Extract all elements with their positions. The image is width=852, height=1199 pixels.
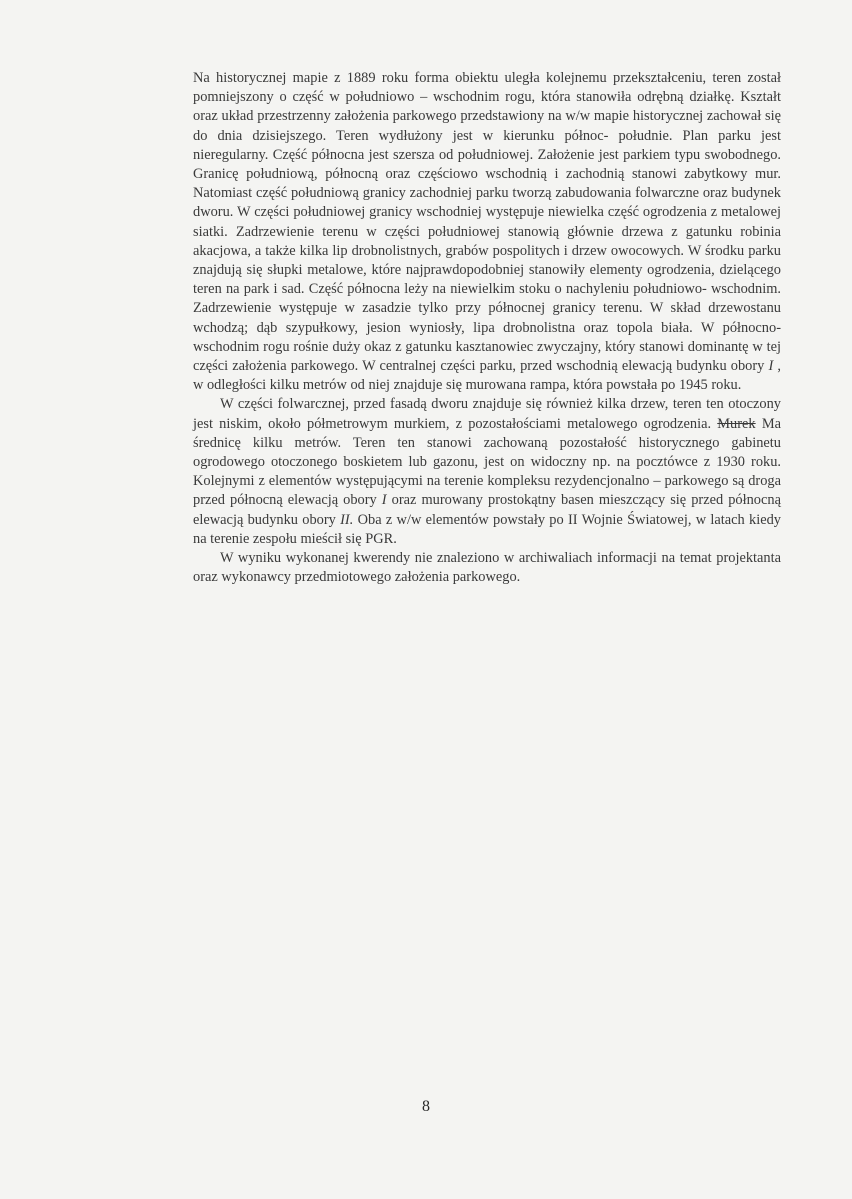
handwritten-correction: Ma (761, 415, 781, 432)
paragraph-2: W części folwarcznej, przed fasadą dworu znajduje się również kilka drzew, teren ten otoczony jest niskim, około półmetrowym murkiem, z pozostałościami metalowego ogrodzenia. Murek Ma średnicę kilku metrów. Teren ten stanowi zachowaną pozostałość historycznego gabinetu ogrodowego otoczonego boskietem lub gazonu, jest on widoczny np. na pocztówce z 1930 roku. Kolejnymi z elementów występującymi na terenie kompleksu rezydencjonalno – parkowego są droga przed północną elewacją obory I oraz murowany prostokątny basen mieszczący się przed północną elewacją budynku obory II. Oba z w/w elementów powstały po II Wojnie Światowej, w latach kiedy na terenie zespołu mieścił się PGR. (193, 396, 781, 547)
paragraph-3: W wyniku wykonanej kwerendy nie znaleziono w archiwaliach informacji na temat projektanta oraz wykonawcy przedmiotowego założenia parkowego. (193, 550, 781, 586)
roman-numeral: I (381, 492, 387, 509)
page-number: 8 (422, 1098, 430, 1115)
roman-numeral: II. (340, 511, 354, 528)
struck-word: Murek (717, 415, 756, 432)
paragraph-1: Na historycznej mapie z 1889 roku forma obiektu uległa kolejnemu przekształceniu, teren został pomniejszony o część w południowo – wschodnim rogu, która stanowiła odrębną działkę. Kształt oraz układ przestrzenny założenia parkowego przedstawiony na w/w mapie historycznej zachował się do dnia dzisiejszego. Teren wydłużony jest w kierunku północ- południe. Plan parku jest nieregularny. Część północna jest szersza od południowej. Założenie jest parkiem typu swobodnego. Granicę południową, północną oraz częściowo wschodnią i zachodnią stanowi zabytkowy mur. Natomiast część południową granicy zachodniej parku tworzą zabudowania folwarczne oraz budynek dworu. W części południowej granicy wschodniej występuje niewielka część ogrodzenia z metalowej siatki. Zadrzewienie terenu w części południowej stanowią głównie drzewa z gatunku robinia akacjowa, a także kilka lip drobnolistnych, grabów pospolitych i drzew owocowych. W środku parku znajdują się słupki metalowe, które najprawdopodobniej stanowiły elementy ogrodzenia, dzielącego teren na park i sad. Część północna leży na niewielkim stoku o nachyleniu południowo- wschodnim. Zadrzewienie występuje w zasadzie tylko przy północnej granicy terenu. W skład drzewostanu wchodzą; dąb szypułkowy, jesion wyniosły, lipa drobnolistna oraz topola biała. W północno- wschodnim rogu rośnie duży okaz z gatunku kasztanowiec zwyczajny, który stanowi dominantę w tej części założenia parkowego. W centralnej części parku, przed wschodnią elewacją budynku obory I , w odległości kilku metrów od niej znajduje się murowana rampa, która powstała po 1945 roku. (193, 70, 781, 394)
roman-numeral: I (768, 358, 774, 375)
body-text (193, 69, 781, 587)
